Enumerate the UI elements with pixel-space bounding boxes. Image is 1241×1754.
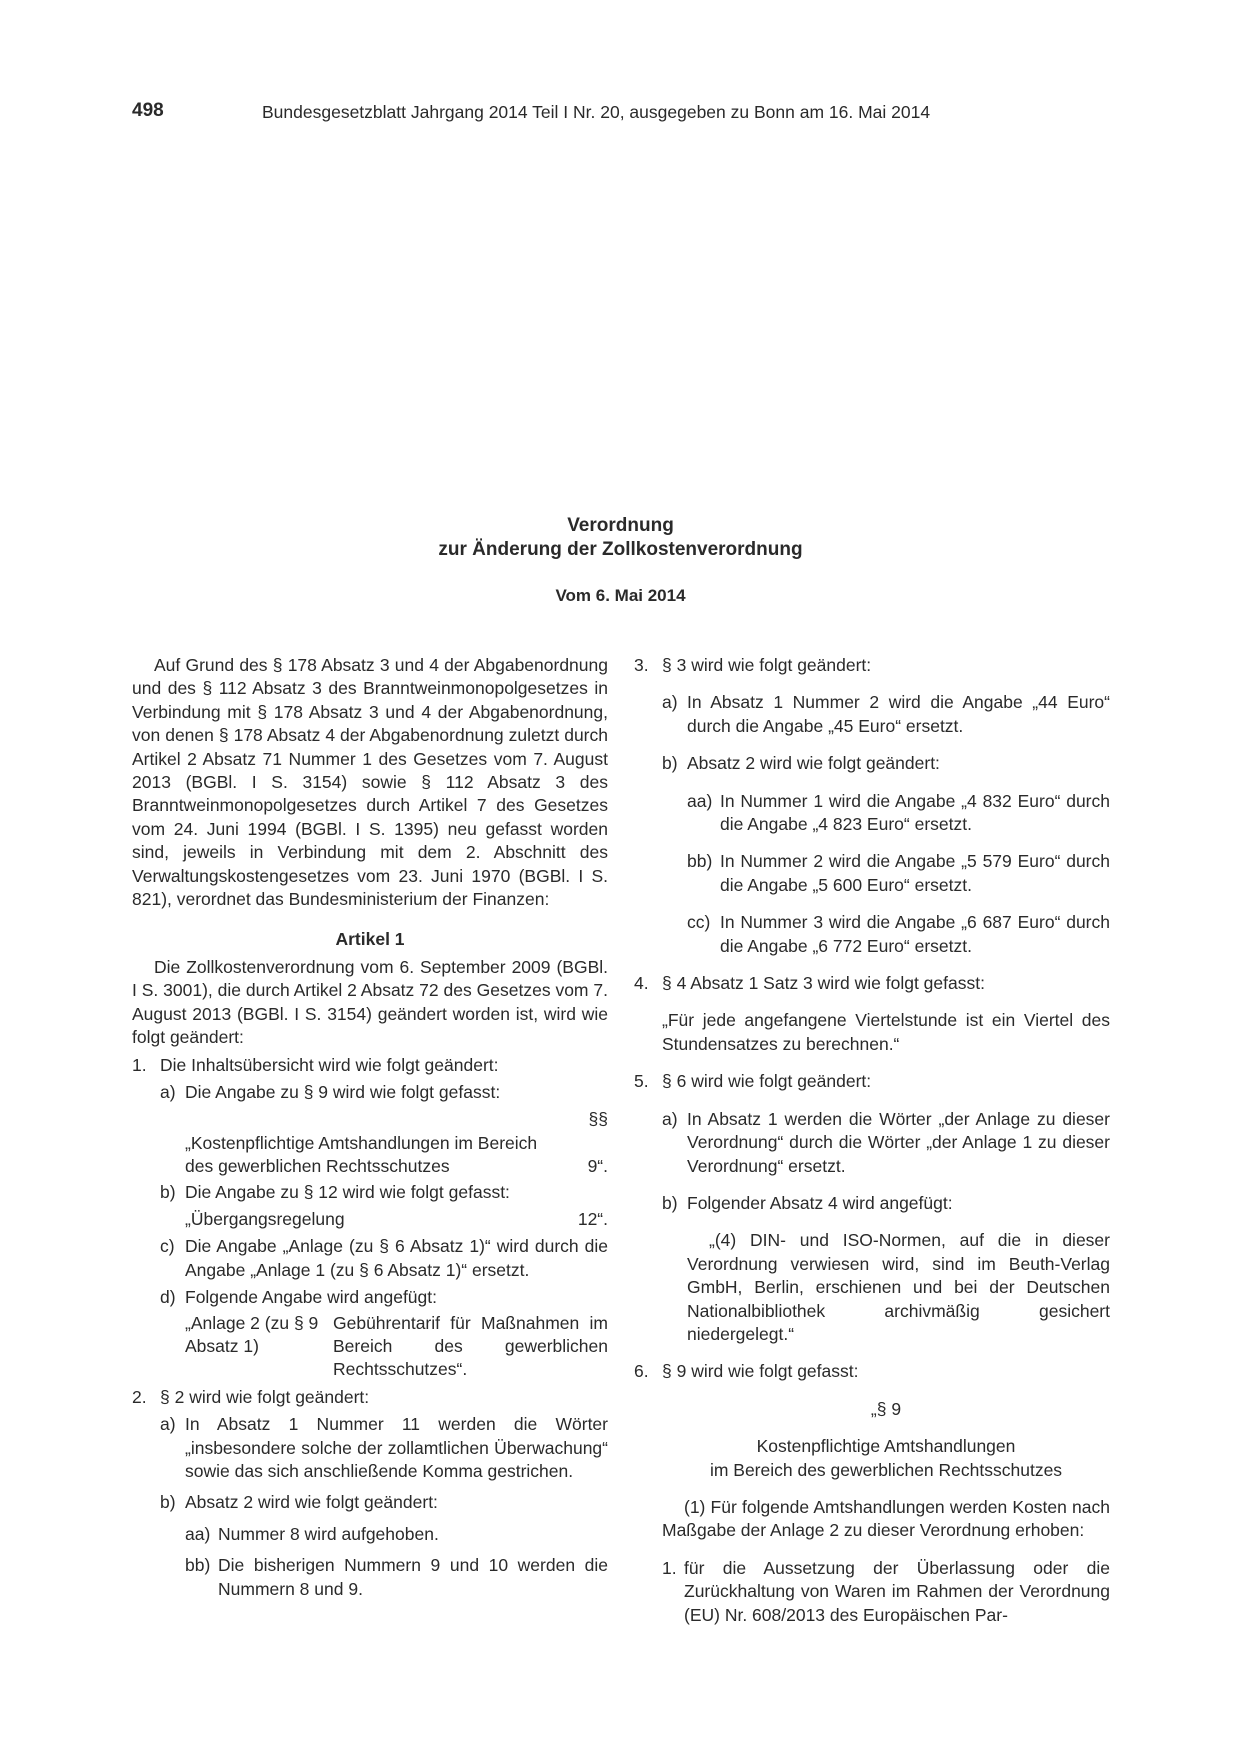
paragraph-absatz-1: (1) Für folgende Amtshandlungen werden Kosten nach Maßgabe der Anlage 2 zu dieser Verordnung erhoben: xyxy=(662,1496,1110,1541)
title-line-2: zur Änderung der Zollkostenverordnung xyxy=(438,539,803,560)
item-text: Die bisherigen Nummern 9 und 10 werden die Nummern 8 und 9. xyxy=(218,1555,608,1599)
toc-entry xyxy=(185,1132,608,1179)
list-item xyxy=(132,1054,608,1382)
list-item xyxy=(687,850,1110,897)
item-label: a) xyxy=(662,692,678,713)
item-text: Die Angabe „Anlage (zu § 6 Absatz 1)“ wird durch die Angabe „Anlage 1 (zu § 6 Absatz 1)“ ersetzt. xyxy=(185,1236,608,1280)
list-item xyxy=(132,1386,608,1601)
paragraph-title-line-1: Kostenpflichtige Amtshandlungen xyxy=(756,1436,1016,1457)
item-text: § 6 wird wie folgt geändert: xyxy=(662,1071,872,1092)
item-label: aa) xyxy=(687,790,713,811)
anlage-entry xyxy=(185,1312,608,1382)
item-label: 6. xyxy=(634,1361,649,1382)
item-text: Absatz 2 wird wie folgt geändert: xyxy=(687,753,940,774)
quoted-text: „Für jede angefangene Viertelstunde ist ein Viertel des Stundensatzes zu berechnen.“ xyxy=(662,1010,1110,1054)
list-item xyxy=(185,1523,608,1546)
list-item xyxy=(662,691,1110,738)
artikel-text: Die Zollkostenverordnung vom 6. September 2009 (BGBl. I S. 3001), die durch Artikel 2 Absatz 72 des Gesetzes vom 7. August 2013 (BGBl. I S. 3154) geändert worden ist, wird wie folgt geändert: xyxy=(132,956,608,1048)
intro-paragraph: Auf Grund des § 178 Absatz 3 und 4 der Abgabenordnung und des § 112 Absatz 3 des Branntweinmonopolgesetzes in Verbindung mit § 178 Absatz 3 und 4 der Abgabenordnung, von denen § 178 Absatz 4 der Abgabenordnung zuletzt durch Artikel 2 Absatz 71 Nummer 1 des Gesetzes vom 7. August 2013 (BGBl. I S. 3154) sowie § 112 Absatz 3 des Branntweinmonopolgesetzes durch Artikel 7 des Gesetzes vom 24. Juni 1994 (BGBl. I S. 1395) neu gefasst worden sind, jeweils in Verbindung mit dem 2. Abschnitt des Verwaltungskostengesetzes vom 23. Juni 1970 (BGBl. I S. 821), verordnet das Bundesministerium der Finanzen: xyxy=(132,655,608,910)
item-text: Die Inhaltsübersicht wird wie folgt geändert: xyxy=(160,1054,499,1075)
item-text: In Absatz 1 Nummer 11 werden die Wörter „insbesondere solche der zollamtlichen Überwachung“ sowie das sich anschließende Komma gestrichen. xyxy=(185,1414,608,1481)
running-head: Bundesgesetzblatt Jahrgang 2014 Teil I Nr. 20, ausgegeben zu Bonn am 16. Mai 2014 xyxy=(262,102,931,122)
toc-entry xyxy=(185,1208,608,1231)
item-label: 5. xyxy=(634,1071,649,1092)
list-item xyxy=(160,1413,608,1483)
item-label: 2. xyxy=(132,1386,147,1407)
item-label: a) xyxy=(662,1108,678,1129)
item-label: 4. xyxy=(634,973,649,994)
list-item xyxy=(662,1192,1110,1346)
item-label: bb) xyxy=(185,1555,211,1576)
item-label: cc) xyxy=(687,912,711,933)
toc-entry-text: „Kostenpflichtige Amtshandlungen im Bereich des gewerblichen Rechtsschutzes xyxy=(185,1132,538,1177)
item-label: b) xyxy=(662,753,678,774)
item-label: aa) xyxy=(185,1523,211,1544)
item-label: b) xyxy=(160,1181,176,1202)
item-label: 1. xyxy=(662,1557,677,1578)
list-item xyxy=(634,972,1110,1056)
item-text: § 4 Absatz 1 Satz 3 wird wie folgt gefasst: xyxy=(662,973,985,994)
title-line-1: Verordnung xyxy=(567,515,674,536)
list-item xyxy=(634,1070,1110,1346)
item-text: In Nummer 3 wird die Angabe „6 687 Euro“ durch die Angabe „6 772 Euro“ ersetzt. xyxy=(720,912,1110,956)
item-label: c) xyxy=(160,1236,175,1257)
item-label: 3. xyxy=(634,655,649,675)
item-text: Die Angabe zu § 9 wird wie folgt gefasst: xyxy=(185,1081,501,1102)
list-item xyxy=(160,1235,608,1282)
item-text: § 3 wird wie folgt geändert: xyxy=(662,655,872,675)
list-item xyxy=(662,1108,1110,1178)
quoted-text: „(4) DIN- und ISO-Normen, auf die in dieser Verordnung verwiesen wird, sind im Beuth-Verlag GmbH, Berlin, erschienen und bei der Deutschen Nationalbibliothek archivmäßig gesichert niedergelegt.“ xyxy=(687,1230,1110,1344)
list-item xyxy=(662,752,1110,958)
paragraph-sign: „§ 9 xyxy=(870,1398,902,1419)
item-text: Absatz 2 wird wie folgt geändert: xyxy=(185,1492,438,1513)
item-label: 1. xyxy=(132,1054,147,1075)
list-item xyxy=(687,790,1110,837)
item-text: § 9 wird wie folgt gefasst: xyxy=(662,1361,859,1382)
item-label: a) xyxy=(160,1081,176,1102)
list-item xyxy=(160,1286,608,1382)
right-column xyxy=(634,654,1110,1627)
item-text: Nummer 8 wird aufgehoben. xyxy=(218,1523,439,1544)
list-item xyxy=(185,1554,608,1601)
title-date: Vom 6. Mai 2014 xyxy=(555,586,686,605)
anlage-label: „Anlage 2 (zu § 9 Absatz 1) xyxy=(185,1312,319,1356)
item-text: Die Angabe zu § 12 wird wie folgt gefasst: xyxy=(185,1181,510,1202)
page-number: 498 xyxy=(132,100,164,121)
list-item xyxy=(160,1181,608,1232)
list-item xyxy=(634,1360,1110,1627)
paragraph-sign-header: §§ xyxy=(588,1109,608,1130)
item-text: § 2 wird wie folgt geändert: xyxy=(160,1386,370,1407)
list-item xyxy=(662,1557,1110,1627)
left-column xyxy=(132,654,608,1601)
item-text: In Nummer 1 wird die Angabe „4 832 Euro“ durch die Angabe „4 823 Euro“ ersetzt. xyxy=(720,790,1110,835)
toc-entry-number: 9“. xyxy=(587,1156,608,1177)
toc-entry-text: „Übergangsregelung xyxy=(185,1208,345,1229)
artikel-heading: Artikel 1 xyxy=(335,929,405,950)
paragraph-title-line-2: im Bereich des gewerblichen Rechtsschutzes xyxy=(709,1459,1063,1480)
list-item xyxy=(160,1081,608,1179)
item-text: In Absatz 1 werden die Wörter „der Anlage zu dieser Verordnung“ durch die Wörter „der Anlage 1 zu dieser Verordnung“ ersetzt. xyxy=(687,1108,1110,1176)
item-label: b) xyxy=(662,1192,678,1213)
item-label: a) xyxy=(160,1414,176,1435)
item-text: In Absatz 1 Nummer 2 wird die Angabe „44 Euro“ durch die Angabe „45 Euro“ ersetzt. xyxy=(687,692,1110,736)
anlage-description: Gebührentarif für Maßnahmen im Bereich des gewerblichen Rechtsschutzes“. xyxy=(333,1312,608,1380)
list-item xyxy=(687,911,1110,958)
list-item xyxy=(160,1491,608,1601)
list-item xyxy=(634,654,1110,958)
toc-entry-number: 12“. xyxy=(577,1208,608,1229)
item-label: b) xyxy=(160,1492,176,1513)
item-text: In Nummer 2 wird die Angabe „5 579 Euro“ durch die Angabe „5 600 Euro“ ersetzt. xyxy=(720,851,1110,895)
item-text: Folgende Angabe wird angefügt: xyxy=(185,1287,437,1308)
item-text: Folgender Absatz 4 wird angefügt: xyxy=(687,1192,953,1213)
item-label: d) xyxy=(160,1287,176,1308)
item-text: für die Aussetzung der Überlassung oder die Zurückhaltung von Waren im Rahmen der Verordnung (EU) Nr. 608/2013 des Europäischen Par- xyxy=(684,1557,1110,1625)
item-label: bb) xyxy=(687,851,713,872)
